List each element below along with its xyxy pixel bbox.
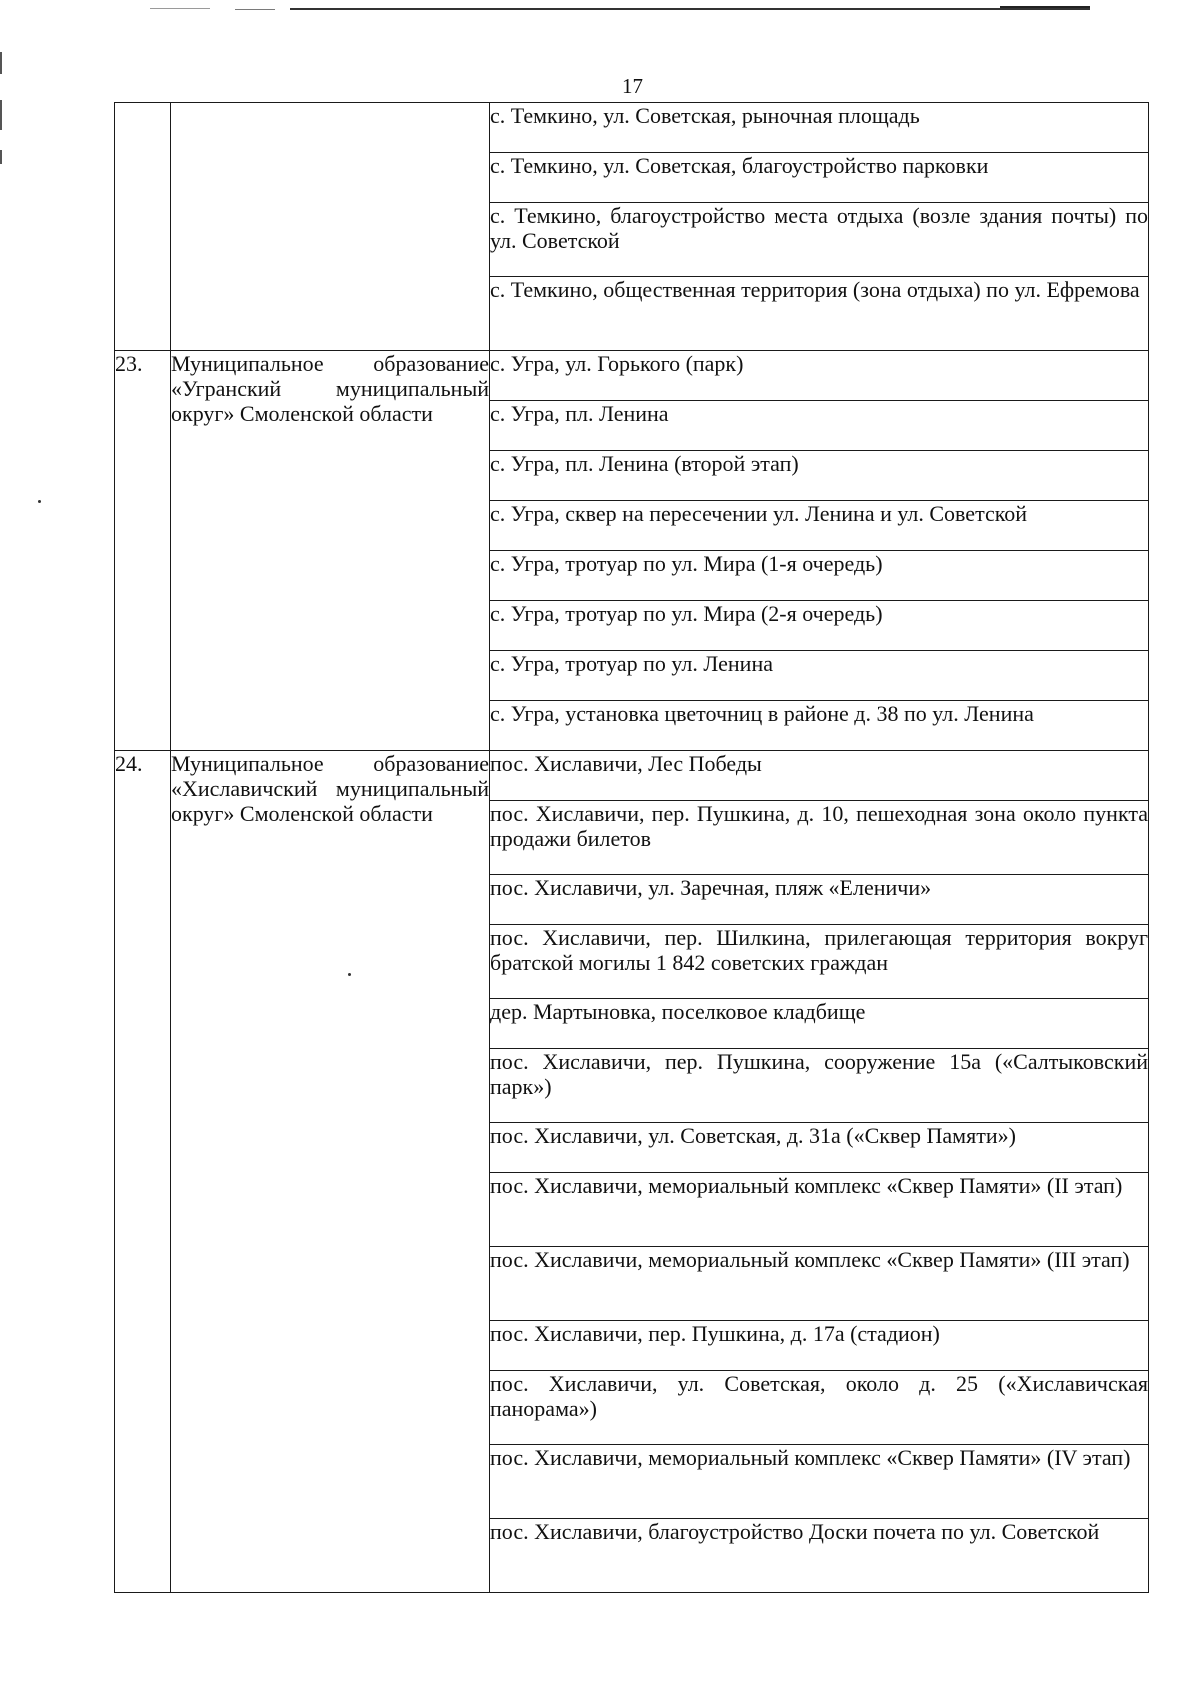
site-cell: с. Угра, пл. Ленина xyxy=(490,401,1149,451)
scan-margin-mark xyxy=(0,52,2,74)
municipality-name-cell xyxy=(171,103,490,351)
row-number-cell: 23. xyxy=(115,351,171,751)
scan-dot-mark xyxy=(38,500,41,503)
site-cell: пос. Хиславичи, пер. Пушкина, сооружение 15а («Салтыковский парк») xyxy=(490,1049,1149,1123)
site-cell: пос. Хиславичи, ул. Заречная, пляж «Еленичи» xyxy=(490,875,1149,925)
table-row xyxy=(115,103,1149,153)
scan-artifact-rule xyxy=(235,9,275,10)
site-cell: с. Темкино, ул. Советская, благоустройство парковки xyxy=(490,153,1149,203)
site-cell: пос. Хиславичи, Лес Победы xyxy=(490,751,1149,801)
site-cell: пос. Хиславичи, пер. Шилкина, прилегающая территория вокруг братской могилы 1 842 советских граждан xyxy=(490,925,1149,999)
site-cell: пос. Хиславичи, мемориальный комплекс «Сквер Памяти» (III этап) xyxy=(490,1247,1149,1321)
table-row xyxy=(115,351,1149,401)
scan-artifact-rule xyxy=(1000,6,1090,8)
site-cell: пос. Хиславичи, ул. Советская, около д. 25 («Хиславичская панорама») xyxy=(490,1371,1149,1445)
site-cell: с. Угра, пл. Ленина (второй этап) xyxy=(490,451,1149,501)
site-cell: с. Темкино, общественная территория (зона отдыха) по ул. Ефремова xyxy=(490,277,1149,351)
site-cell: пос. Хиславичи, мемориальный комплекс «Сквер Памяти» (II этап) xyxy=(490,1173,1149,1247)
site-cell: пос. Хиславичи, пер. Пушкина, д. 17а (стадион) xyxy=(490,1321,1149,1371)
municipality-name-cell: Муниципальное образование «Угранский муниципальный округ» Смоленской области xyxy=(171,351,490,751)
site-cell: пос. Хиславичи, благоустройство Доски почета по ул. Советской xyxy=(490,1519,1149,1593)
site-cell: с. Темкино, благоустройство места отдыха (возле здания почты) по ул. Советской xyxy=(490,203,1149,277)
site-cell: дер. Мартыновка, поселковое кладбище xyxy=(490,999,1149,1049)
site-cell: с. Угра, сквер на пересечении ул. Ленина и ул. Советской xyxy=(490,501,1149,551)
table-row xyxy=(115,751,1149,801)
site-cell: пос. Хиславичи, пер. Пушкина, д. 10, пешеходная зона около пункта продажи билетов xyxy=(490,801,1149,875)
row-number-cell: 24. xyxy=(115,751,171,1593)
site-cell: с. Угра, ул. Горького (парк) xyxy=(490,351,1149,401)
scan-margin-mark xyxy=(0,150,2,164)
scan-artifact-rule xyxy=(150,8,210,9)
site-cell: с. Угра, тротуар по ул. Ленина xyxy=(490,651,1149,701)
municipality-name-cell: Муниципальное образование «Хиславичский муниципальный округ» Смоленской области xyxy=(171,751,490,1593)
site-cell: пос. Хиславичи, мемориальный комплекс «Сквер Памяти» (IV этап) xyxy=(490,1445,1149,1519)
site-cell: с. Угра, тротуар по ул. Мира (1-я очередь) xyxy=(490,551,1149,601)
row-number-cell xyxy=(115,103,171,351)
site-cell: с. Угра, тротуар по ул. Мира (2-я очередь) xyxy=(490,601,1149,651)
municipal-sites-table xyxy=(114,102,1149,1593)
scan-margin-mark xyxy=(0,100,2,130)
scan-artifact-rule xyxy=(290,8,1090,10)
site-cell: с. Угра, установка цветочниц в районе д. 38 по ул. Ленина xyxy=(490,701,1149,751)
site-cell: с. Темкино, ул. Советская, рыночная площадь xyxy=(490,103,1149,153)
page-number: 17 xyxy=(622,74,643,98)
site-cell: пос. Хиславичи, ул. Советская, д. 31а («Сквер Памяти») xyxy=(490,1123,1149,1173)
